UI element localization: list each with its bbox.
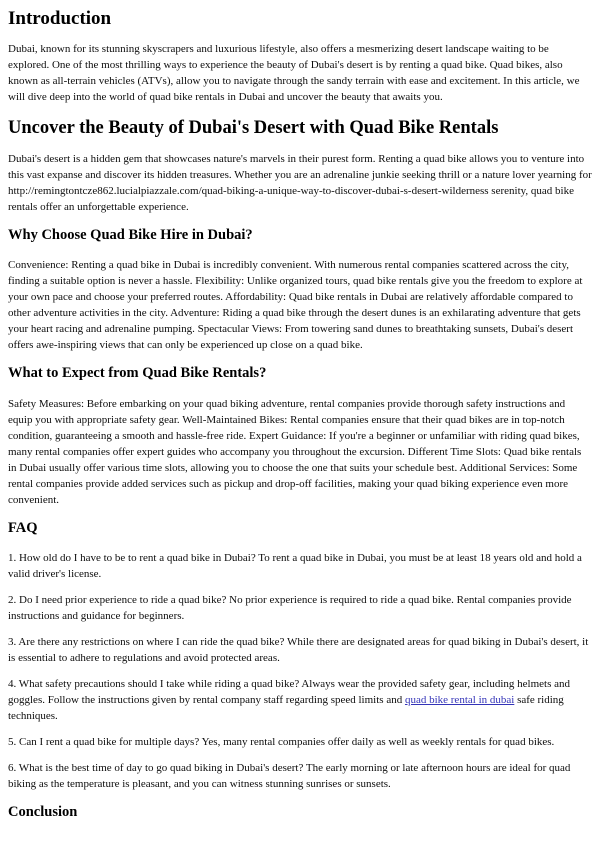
- faq-item-5: 5. Can I rent a quad bike for multiple days? Yes, many rental companies offer daily as well as weekly rentals for quad bikes.: [8, 736, 555, 749]
- paragraph-what-to-expect: Safety Measures: Before embarking on your quad biking adventure, rental companies provide thorough safety instructions and equip you with appropriate safety gear. Well-Maintained Bikes: Rental companies ensure that their quad bikes are in top-notch condition, guaranteeing a smooth and hassle-free ride. Expert Guidance: If you're a beginner or unfamiliar with riding quad bikes, many rental companies offer expert guides who accompany you throughout the excursion. Different Time Slots: Quad bike rentals in Dubai usually offer various time slots, allowing you to choose the one that suits your schedule best. Additional Services: Some rental companies provide added services such as pickup and drop-off facilities, making your quad biking experience even more convenient.: [8, 397, 582, 506]
- heading-what-to-expect: What to Expect from Quad Bike Rentals?: [8, 365, 267, 382]
- faq-item-3: 3. Are there any restrictions on where I can ride the quad bike? While there are designated areas for quad biking in Dubai's desert, it is essential to adhere to regulations and avoid protected areas.: [8, 636, 589, 665]
- faq-item-2: 2. Do I need prior experience to ride a quad bike? No prior experience is required to ride a quad bike. Rental companies provide instructions and guidance for beginners.: [8, 594, 572, 623]
- faq-item-1: 1. How old do I have to be to rent a quad bike in Dubai? To rent a quad bike in Dubai, you must be at least 18 years old and hold a valid driver's license.: [8, 552, 582, 581]
- heading-conclusion: Conclusion: [8, 804, 78, 821]
- article-content: [8, 8, 592, 822]
- quad-bike-rental-link[interactable]: quad bike rental in dubai: [404, 694, 515, 707]
- paragraph-why-choose: Convenience: Renting a quad bike in Dubai is incredibly convenient. With numerous rental companies scattered across the city, finding a suitable option is never a hassle. Flexibility: Unlike organized tours, quad bike rentals give you the freedom to explore at your own pace and choose your preferred routes. Affordability: Quad bike rentals in Dubai are relatively affordable compared to other adventure activities in the city. Adventure: Riding a quad bike through the desert dunes is an exhilarating adventure that gets your heart racing and adrenaline pumping. Spectacular Views: From towering sand dunes to breathtaking sunsets, Dubai's desert offers awe-inspiring views that can only be experienced up close on a quad bike.: [8, 259, 583, 352]
- paragraph-introduction: Dubai, known for its stunning skyscrapers and luxurious lifestyle, also offers a mesmerizing desert landscape waiting to be explored. One of the most thrilling ways to experience the beauty of Dubai's desert is by renting a quad bike. Quad bikes, also known as all-terrain vehicles (ATVs), allow you to navigate through the sandy terrain with ease and excitement. In this article, we will dive deep into the world of quad bike rentals in Dubai and uncover the beauty that awaits you.: [8, 42, 580, 103]
- heading-why-choose: Why Choose Quad Bike Hire in Dubai?: [8, 227, 253, 244]
- faq-item-4-text-before: 4. What safety precautions should I take while riding a quad bike? Always wear the provided safety gear, including helmets and goggles. Follow the instructions given by rental company staff regarding speed limits and: [8, 678, 571, 707]
- paragraph-desert-overview: Dubai's desert is a hidden gem that showcases nature's marvels in their purest form. Renting a quad bike allows you to venture into this vast expanse and discover its hidden treasures. Whether you are an adrenaline junkie seeking thrill or a nature lover yearning for http://remingtontcze862.lucialpiazzale.com/quad-biking-a-unique-way-to-discover-dubai-s-desert-wilderness serenity, quad bike rentals offer an unforgettable experience.: [8, 153, 592, 214]
- heading-introduction: Introduction: [8, 8, 112, 29]
- faq-item-4: [8, 676, 592, 724]
- faq-item-4-text-after: safe riding techniques.: [8, 694, 564, 723]
- heading-main-title: Uncover the Beauty of Dubai's Desert with Quad Bike Rentals: [8, 117, 499, 138]
- heading-faq: FAQ: [8, 519, 38, 536]
- faq-item-6: 6. What is the best time of day to go quad biking in Dubai's desert? The early morning or late afternoon hours are ideal for quad biking as the temperature is pleasant, and you can witness stunning sunrises or sunsets.: [8, 762, 571, 791]
